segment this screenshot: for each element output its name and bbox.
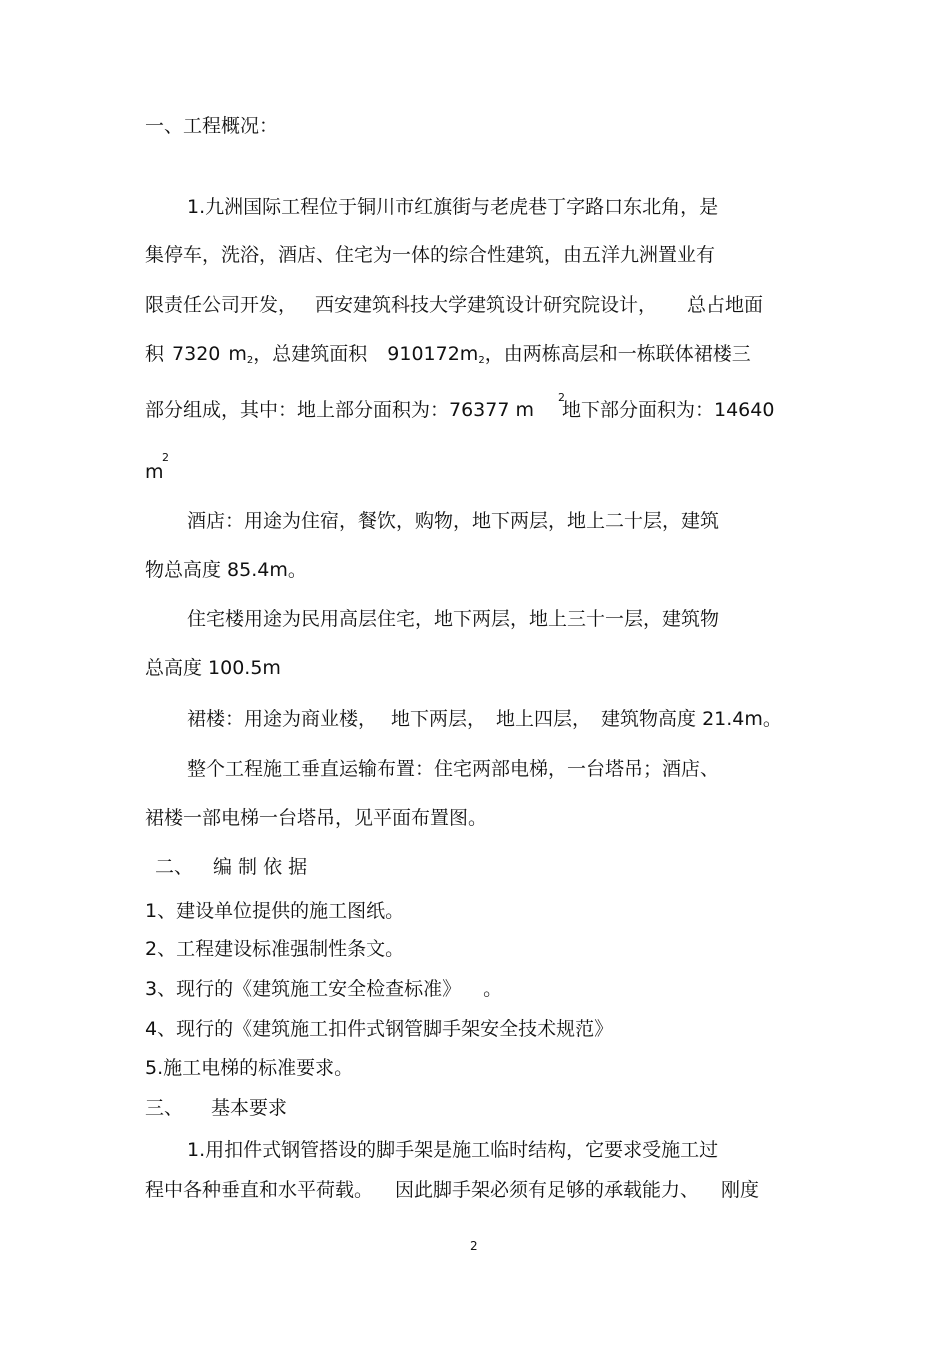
page-number: 2 (470, 1239, 478, 1253)
section-number: 二、 (155, 856, 194, 878)
basis-list-item: 1、建设单位提供的施工图纸。 (145, 900, 405, 922)
hotel-description-line: 物总高度 85.4m。 (145, 559, 307, 581)
residential-description-line: 住宅楼用途为民用高层住宅，地下两层，地上三十一层，建筑物 (187, 608, 720, 630)
overview-paragraph-line: m (145, 461, 164, 483)
text-segment: 西安建筑科技大学建筑设计研究院设计， (315, 294, 658, 316)
transport-description-line: 裙楼一部电梯一台塔吊，见平面布置图。 (145, 807, 488, 829)
section-number: 三、 (145, 1097, 184, 1119)
transport-description-line: 整个工程施工垂直运输布置：住宅两部电梯，一台塔吊；酒店、 (187, 758, 720, 780)
unit: m (228, 343, 247, 365)
section-1-heading: 一、工程概况： (145, 115, 279, 137)
text-segment: 总占地面 (687, 294, 764, 316)
overview-paragraph-line: 1.九洲国际工程位于铜川市红旗街与老虎巷丁字路口东北角，是 (187, 196, 719, 218)
section-2-heading (155, 855, 307, 879)
text-segment: 3、现行的《建筑施工安全检查标准》 (145, 978, 462, 1000)
overview-paragraph-line: 集停车，洗浴，酒店、住宅为一体的综合性建筑，由五洋九洲置业有 (145, 244, 716, 266)
text-segment: ，总建筑面积 (253, 343, 368, 365)
basis-list-item: 5.施工电梯的标准要求。 (145, 1057, 354, 1079)
basis-list-item: 2、工程建设标准强制性条文。 (145, 938, 405, 960)
unit-superscript: 2 (558, 391, 565, 404)
requirements-paragraph-line: 1.用扣件式钢管搭设的脚手架是施工临时结构，它要求受施工过 (187, 1139, 719, 1161)
unit-subscript: 2 (478, 355, 485, 366)
section-title: 基本要求 (211, 1097, 288, 1119)
requirements-paragraph-line (145, 1178, 759, 1202)
text-segment: 部分组成，其中：地上部分面积为：76377 m (145, 399, 534, 421)
area-value: 7320 (172, 343, 221, 365)
text-segment: 建筑物高度 21.4m。 (601, 708, 782, 730)
hotel-description-line: 酒店：用途为住宿，餐饮，购物，地下两层，地上二十层，建筑 (187, 510, 720, 532)
section-3-heading (145, 1096, 287, 1120)
unit-superscript: 2 (162, 451, 169, 464)
area-value: 910172m (387, 343, 479, 365)
basis-list-item: 4、现行的《建筑施工扣件式钢管脚手架安全技术规范》 (145, 1018, 614, 1040)
text-segment: 限责任公司开发， (145, 294, 298, 316)
residential-description-line: 总高度 100.5m (145, 657, 281, 679)
text-segment: 。 (483, 978, 503, 1000)
unit-subscript: 2 (246, 355, 254, 366)
overview-paragraph-line (145, 293, 763, 317)
overview-paragraph-line (145, 398, 774, 422)
text-segment: 地下两层， (391, 708, 487, 730)
text-segment: 积 (145, 343, 165, 365)
section-title: 编 制 依 据 (213, 856, 308, 878)
text-segment: 裙楼：用途为商业楼， (187, 708, 378, 730)
overview-paragraph-line (145, 342, 751, 366)
text-segment: 刚度 (721, 1179, 760, 1201)
basis-list-item (145, 977, 502, 1001)
text-segment: ，由两栋高层和一栋联体裙楼三 (484, 343, 751, 365)
text-segment: 地下部分面积为：14640 (562, 399, 775, 421)
podium-description-line (187, 707, 782, 731)
text-segment: 地上四层， (496, 708, 592, 730)
text-segment: 因此脚手架必须有足够的承载能力、 (395, 1179, 700, 1201)
text-segment: 程中各种垂直和水平荷载。 (145, 1179, 374, 1201)
